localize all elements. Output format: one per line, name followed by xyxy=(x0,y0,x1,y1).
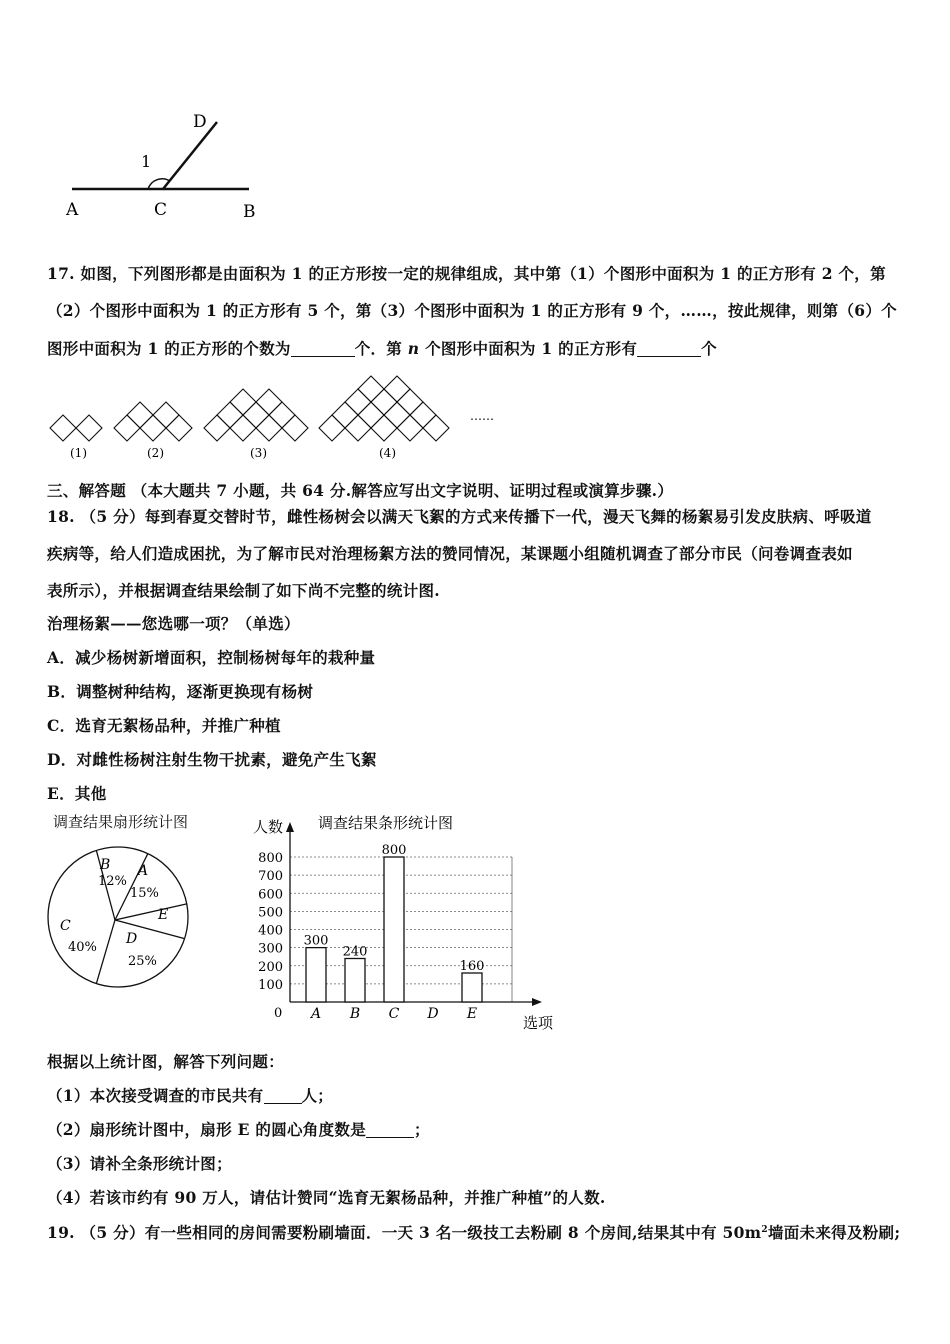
q18-line1: 18. （5 分）每到春夏交替时节，雌性杨树会以满天飞絮的方式来传播下一代，漫天飞舞的杨絮易引发皮肤病、呼吸道 xyxy=(47,507,872,526)
answer-blank-1[interactable] xyxy=(291,341,355,358)
bar-chart xyxy=(248,810,568,1030)
x-tick-d: D xyxy=(427,1006,439,1022)
x-axis-arrow xyxy=(532,998,542,1006)
bar-b xyxy=(345,959,365,1003)
y-tick-label: 100 xyxy=(258,977,283,993)
square-fig4 xyxy=(410,402,436,428)
pie-percent-b: 12% xyxy=(98,874,127,889)
square-fig2 xyxy=(140,415,166,441)
option-b: B．调整树种结构，逐渐更换现有杨树 xyxy=(47,682,314,701)
bar-c xyxy=(384,857,404,1002)
x-tick-c: C xyxy=(388,1006,400,1022)
label-c: C xyxy=(154,200,168,220)
pie-chart xyxy=(40,835,200,995)
square-fig4 xyxy=(371,389,397,415)
square-fig4 xyxy=(397,415,423,441)
option-e: E．其他 xyxy=(47,784,107,803)
q18-sub1: （1）本次接受调查的市民共有 人； xyxy=(47,1086,334,1105)
label-d: D xyxy=(193,112,207,132)
bar-value-a: 300 xyxy=(303,933,329,949)
square-fig4 xyxy=(358,402,384,428)
y-tick-label: 800 xyxy=(258,851,283,866)
square-fig4 xyxy=(332,402,358,428)
bar-chart-title: 调查结果条形统计图 xyxy=(318,814,454,832)
square-fig2 xyxy=(153,402,179,428)
square-fig2 xyxy=(166,415,192,441)
survey-title: 治理杨絮——您选哪一项？（单选） xyxy=(47,614,300,633)
square-fig1 xyxy=(76,415,102,441)
square-fig3 xyxy=(243,402,269,428)
square-fig3 xyxy=(256,415,282,441)
q17-line2: （2）个图形中面积为 1 的正方形有 5 个，第（3）个图形中面积为 1 的正方形有 9 个，……，按此规律，则第（6）个 xyxy=(47,301,897,320)
q18-line2: 疾病等，给人们造成困扰，为了解市民对治理杨絮方法的赞同情况，某课题小组随机调查了部分市民（问卷调查表如 xyxy=(47,544,853,563)
square-fig3 xyxy=(230,415,256,441)
y-axis-title: 人数 xyxy=(253,818,284,836)
q18-sub2: （2）扇形统计图中，扇形 E 的圆心角度数是 ； xyxy=(47,1120,430,1139)
superscript: 2 xyxy=(761,1224,768,1235)
pie-label-a: A xyxy=(138,863,149,879)
label-a: A xyxy=(66,200,79,220)
fig-label-3: (3) xyxy=(250,446,267,460)
fig-label-1: (1) xyxy=(70,446,87,460)
x-tick-b: B xyxy=(349,1006,361,1022)
q18-intro: 根据以上统计图，解答下列问题： xyxy=(47,1052,285,1071)
pie-percent-d: 25% xyxy=(128,954,157,969)
square-fig4 xyxy=(371,415,397,441)
bar-e xyxy=(462,973,482,1002)
square-fig4 xyxy=(384,402,410,428)
square-fig3 xyxy=(256,389,282,415)
pie-percent-c: 40% xyxy=(68,940,97,955)
square-fig4 xyxy=(423,415,449,441)
square-fig4 xyxy=(358,376,384,402)
square-fig4 xyxy=(345,389,371,415)
square-fig4 xyxy=(345,415,371,441)
ellipsis: …… xyxy=(470,409,494,423)
answer-blank-2[interactable] xyxy=(637,341,701,358)
pie-percent-a: 15% xyxy=(130,886,159,901)
fig-label-4: (4) xyxy=(379,446,396,460)
square-fig4 xyxy=(384,376,410,402)
answer-blank-3[interactable] xyxy=(264,1088,302,1105)
option-d: D．对雌性杨树注射生物干扰素，避免产生飞絮 xyxy=(47,750,377,769)
q18-line3: 表所示），并根据调查结果绘制了如下尚不完整的统计图. xyxy=(47,581,440,600)
square-fig1 xyxy=(50,415,76,441)
label-one: 1 xyxy=(141,152,152,171)
x-axis-title: 选项 xyxy=(523,1014,554,1030)
y-axis-arrow xyxy=(286,822,294,832)
pie-slice-c xyxy=(96,920,115,984)
option-a: A．减少杨树新增面积，控制杨树每年的栽种量 xyxy=(47,648,376,667)
square-fig4 xyxy=(397,389,423,415)
pie-label-b: B xyxy=(100,857,111,873)
square-fig2 xyxy=(114,415,140,441)
square-fig3 xyxy=(217,402,243,428)
q18-sub4: （4）若该市约有 90 万人，请估计赞同“选育无絮杨品种，并推广种植”的人数. xyxy=(47,1188,606,1207)
y-tick-label: 500 xyxy=(258,905,283,921)
pie-label-e: E xyxy=(158,907,169,923)
y-tick-label: 700 xyxy=(258,869,283,885)
square-fig4 xyxy=(319,415,345,441)
y-tick-label: 400 xyxy=(258,923,283,939)
bar-a xyxy=(306,948,326,1002)
ray-cd xyxy=(163,122,217,189)
pie-chart-title: 调查结果扇形统计图 xyxy=(53,813,189,831)
pie-label-d: D xyxy=(126,931,138,947)
pie-label-c: C xyxy=(60,918,71,934)
q18-sub3: （3）请补全条形统计图； xyxy=(47,1154,232,1173)
square-fig3 xyxy=(269,402,295,428)
bar-value-b: 240 xyxy=(342,944,368,960)
option-c: C．选育无絮杨品种，并推广种植 xyxy=(47,716,281,735)
bar-value-c: 800 xyxy=(381,843,407,858)
bar-value-e: 160 xyxy=(459,959,485,974)
y-tick-label: 300 xyxy=(258,941,283,957)
origin-label: 0 xyxy=(274,1006,283,1021)
angle-figure xyxy=(55,105,275,230)
section-3-heading: 三、解答题 （本大题共 7 小题，共 64 分.解答应写出文字说明、证明过程或演算步骤.） xyxy=(47,481,674,500)
square-fig3 xyxy=(204,415,230,441)
square-pattern-figure xyxy=(40,368,560,466)
answer-blank-4[interactable] xyxy=(366,1122,414,1139)
x-tick-a: A xyxy=(310,1006,322,1022)
q17-line3: 图形中面积为 1 的正方形的个数为 个．第 n 个图形中面积为 1 的正方形有 个 xyxy=(47,339,717,358)
square-fig3 xyxy=(230,389,256,415)
fig-label-2: (2) xyxy=(147,446,164,460)
x-tick-e: E xyxy=(466,1006,478,1022)
pie-slice-e xyxy=(115,904,187,920)
q19-line1: 19. （5 分）有一些相同的房间需要粉刷墙面．一天 3 名一级技工去粉刷 8 个房间,结果其中有 $50m^2$墙面未来得及粉刷; xyxy=(47,1223,901,1242)
y-tick-label: 600 xyxy=(258,887,283,903)
square-fig3 xyxy=(282,415,308,441)
y-tick-label: 200 xyxy=(258,959,283,975)
q17-line1: 17. 如图，下列图形都是由面积为 1 的正方形按一定的规律组成，其中第（1）个图形中面积为 1 的正方形有 2 个，第 xyxy=(47,264,886,283)
square-fig2 xyxy=(127,402,153,428)
label-b: B xyxy=(243,202,256,222)
